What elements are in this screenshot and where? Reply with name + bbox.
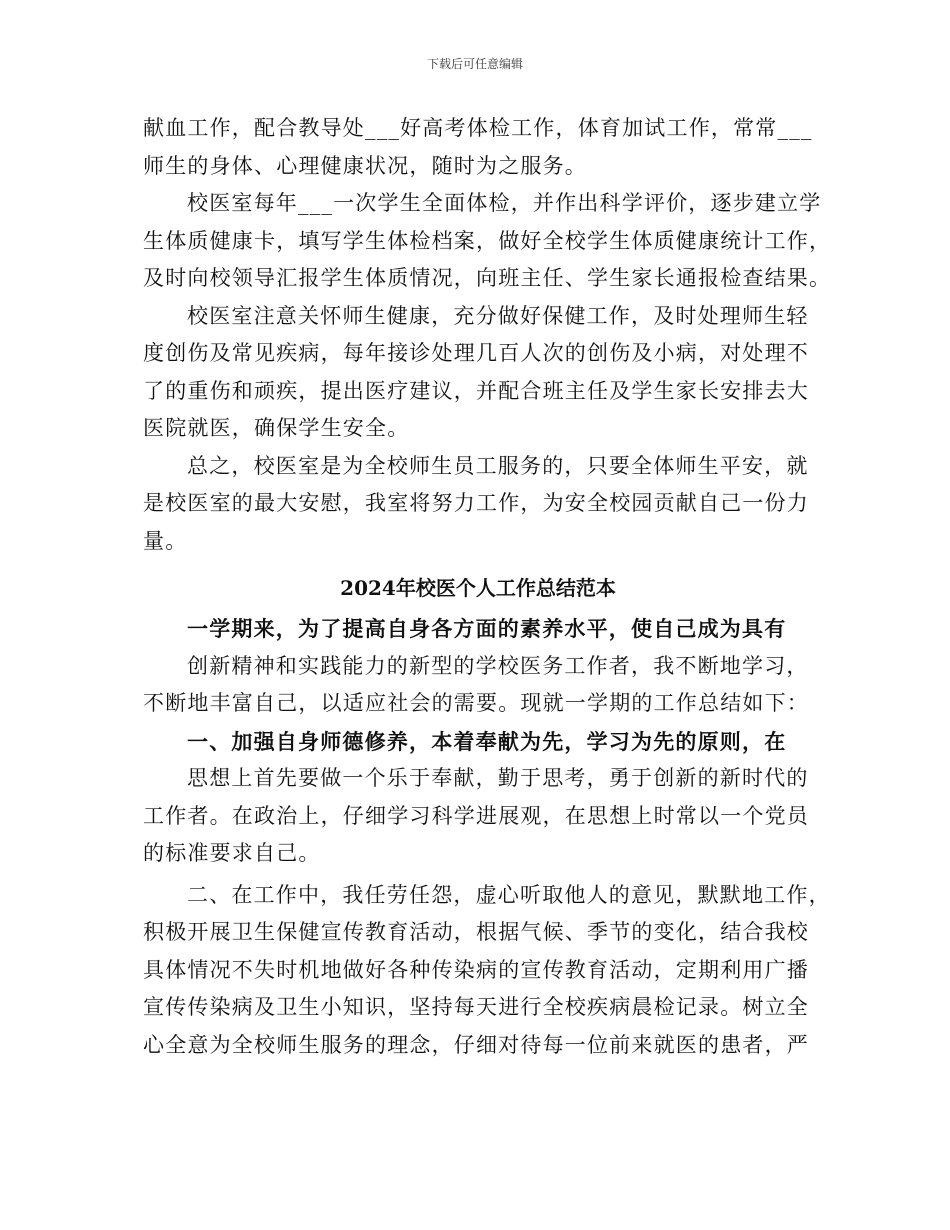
paragraph-line: 创新精神和实践能力的新型的学校医务工作者，我不断地学习， bbox=[187, 653, 809, 678]
paragraph-line: 献血工作，配合教导处___好高考体检工作，体育加试工作，常常___ bbox=[143, 116, 813, 140]
paragraph-line: 师生的身体、心理健康状况，随时为之服务。 bbox=[143, 153, 587, 178]
paragraph-line: 的标准要求自己。 bbox=[143, 841, 321, 865]
paragraph-line: 生体质健康卡，填写学生体检档案，做好全校学生体质健康统计工作， bbox=[143, 228, 832, 253]
intro-bold-line: 一学期来，为了提高自身各方面的素养水平，使自己成为具有 bbox=[187, 616, 787, 641]
page-header: 下载后可任意编辑 bbox=[426, 57, 523, 71]
document-title: 2024年校医个人工作总结范本 bbox=[340, 576, 616, 600]
paragraph-line: 量。 bbox=[143, 528, 188, 553]
document-body bbox=[143, 110, 832, 1064]
paragraph-line: 总之，校医室是为全校师生员工服务的，只要全体师生平安，就 bbox=[187, 453, 809, 478]
paragraph-line: 积极开展卫生保健宣传教育活动，根据气候、季节的变化，结合我校 bbox=[143, 920, 809, 944]
paragraph-line: 是校医室的最大安慰，我室将努力工作，为安全校园贡献自己一份力 bbox=[143, 491, 809, 515]
paragraph-line: 了的重伤和顽疾，提出医疗建议，并配合班主任及学生家长安排去大 bbox=[143, 378, 809, 403]
paragraph-line: 及时向校领导汇报学生体质情况，向班主任、学生家长通报检查结果。 bbox=[143, 266, 832, 290]
paragraph-line: 心全意为全校师生服务的理念，仔细对待每一位前来就医的患者，严 bbox=[143, 1032, 809, 1057]
paragraph-line: 校医室每年___一次学生全面体检，并作出科学评价，逐步建立学 bbox=[187, 191, 822, 215]
paragraph-line: 不断地丰富自己，以适应社会的需要。现就一学期的工作总结如下： bbox=[143, 691, 809, 715]
paragraph-line: 二、在工作中，我任劳任怨，虚心听取他人的意见，默默地工作， bbox=[187, 882, 831, 907]
paragraph-line: 具体情况不失时机地做好各种传染病的宣传教育活动，定期利用广播 bbox=[143, 957, 809, 982]
point-heading: 一、加强自身师德修养，本着奉献为先，学习为先的原则，在 bbox=[187, 728, 787, 754]
paragraph-line: 工作者。在政治上，仔细学习科学进展观，在思想上时常以一个党员 bbox=[143, 803, 809, 828]
paragraph-line: 校医室注意关怀师生健康，充分做好保健工作，及时处理师生轻 bbox=[187, 303, 809, 328]
paragraph-line: 度创伤及常见疾病，每年接诊处理几百人次的创伤及小病，对处理不 bbox=[143, 341, 809, 365]
paragraph-line: 医院就医，确保学生安全。 bbox=[143, 416, 410, 440]
paragraph-line: 宣传传染病及卫生小知识，坚持每天进行全校疾病晨检记录。树立全 bbox=[143, 995, 809, 1019]
paragraph-line: 思想上首先要做一个乐于奉献，勤于思考，勇于创新的新时代的 bbox=[187, 766, 809, 790]
